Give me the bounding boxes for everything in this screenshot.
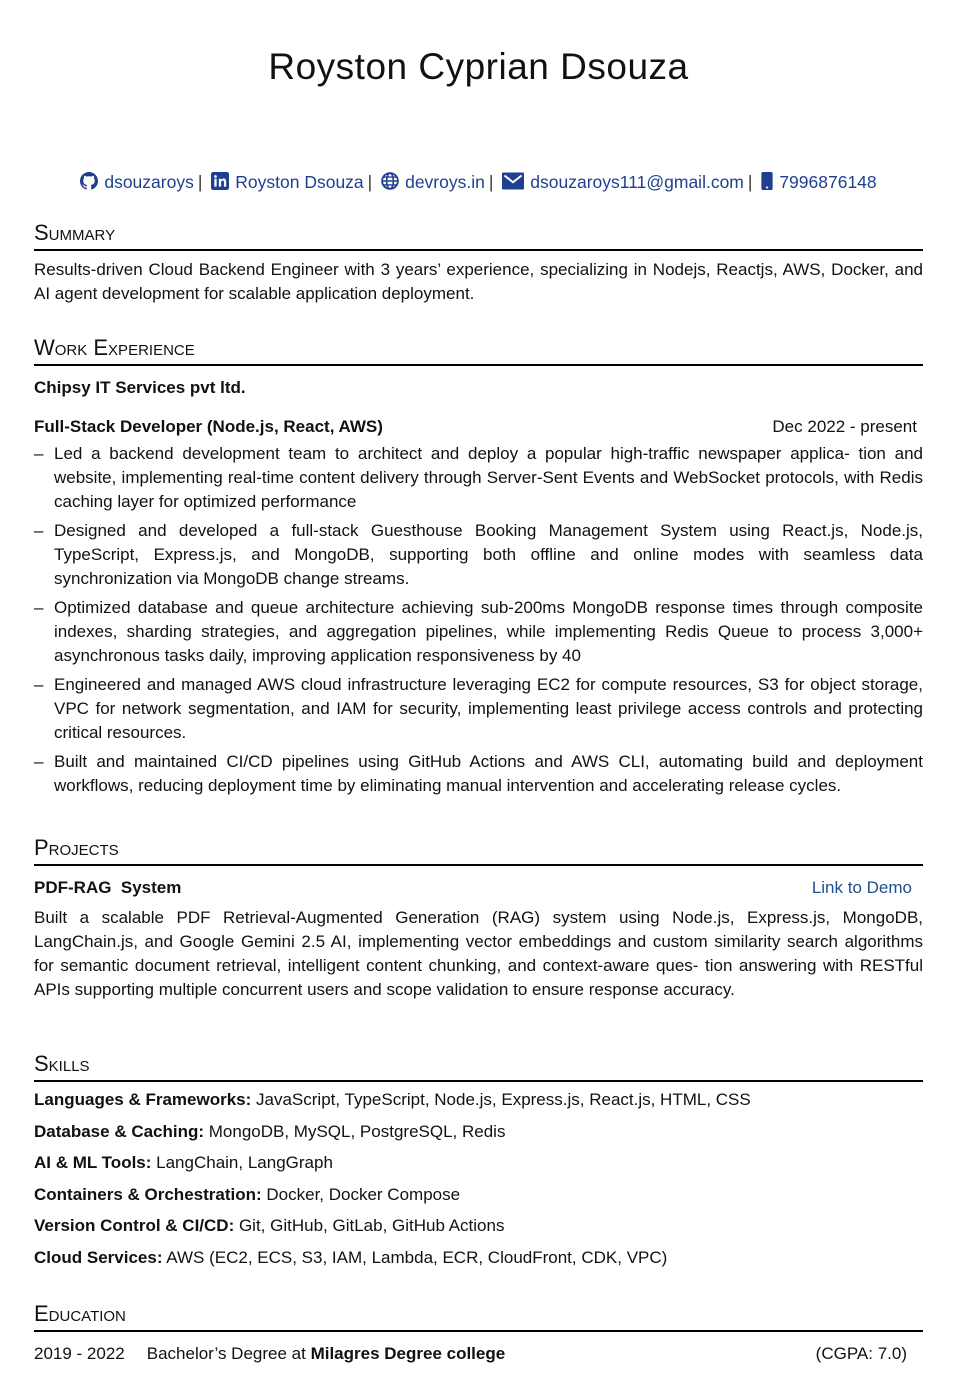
github-icon — [80, 172, 98, 190]
skill-label: AI & ML Tools: — [34, 1153, 152, 1172]
skill-value: MongoDB, MySQL, PostgreSQL, Redis — [204, 1121, 506, 1141]
contact-website[interactable] — [381, 172, 485, 192]
list-item: – Built and maintained CI/CD pipelines using GitHub Actions and AWS CLI, automating build and deployment workflows, reducing deployment time by eliminating manual intervention and accelerating release cycles. — [34, 750, 923, 798]
job-dates: Dec 2022 - present — [772, 417, 917, 436]
summary-section — [34, 218, 923, 306]
list-item: – Led a backend development team to architect and deploy a popular high-traffic newspaper applica- tion and website, implementing real-time content delivery through Server-Sent Events and WebSocket protocols, with Redis caching layer for optimized performance — [34, 442, 923, 514]
job-role: Full-Stack Developer (Node.js, React, AWS) — [34, 417, 383, 436]
cgpa: (CGPA: 7.0) — [815, 1344, 907, 1363]
skill-label: Containers & Orchestration: — [34, 1184, 262, 1204]
list-item: – Engineered and managed AWS cloud infrastructure leveraging EC2 for compute resources, S3 for object storage, VPC for network segmentation, and IAM for security, implementing least privilege access controls and protecting critical resources. — [34, 673, 923, 745]
education-years: 2019 - 2022 — [34, 1344, 125, 1363]
contact-text: 7996876148 — [779, 172, 877, 192]
project-name: PDF-RAG System — [34, 878, 182, 897]
candidate-name: Royston Cyprian Dsouza — [268, 46, 689, 87]
contact-text: Royston Dsouza — [235, 172, 364, 192]
contact-text: dsouzaroys111@gmail.com — [530, 172, 744, 192]
skill-label: Version Control & CI/CD: — [34, 1216, 235, 1235]
skill-row — [34, 1210, 923, 1242]
skill-row — [34, 1147, 923, 1179]
summary-text: Results-driven Cloud Backend Engineer with 3 years’ experience, specializing in Nodejs, Reactjs, AWS, Docker, and AI agent development for scalable application deployment. — [34, 260, 923, 303]
skills-section — [34, 1049, 923, 1273]
skill-value: Docker, Docker Compose — [261, 1184, 461, 1204]
skills-list — [34, 1084, 923, 1273]
contact-github[interactable] — [80, 172, 194, 192]
linkedin-icon — [211, 172, 229, 190]
separator: | — [197, 172, 203, 192]
degree: Bachelor’s Degree at — [146, 1344, 311, 1363]
education-section — [34, 1299, 923, 1366]
skill-label: Database & Caching: — [34, 1121, 205, 1141]
skill-value: JavaScript, TypeScript, Node.js, Express.js, React.js, HTML, CSS — [251, 1090, 751, 1109]
skill-value: AWS (EC2, ECS, S3, IAM, Lambda, ECR, CloudFront, CDK, VPC) — [162, 1247, 668, 1267]
contact-linkedin[interactable] — [211, 172, 363, 192]
work-section — [34, 333, 923, 803]
list-item: – Designed and developed a full-stack Guesthouse Booking Management System using React.js, Node.js, TypeScript, Express.js, and MongoDB, supporting both offline and online modes with seamless data synchronization via MongoDB change streams. — [34, 519, 923, 591]
skill-label: Cloud Services: — [34, 1247, 163, 1267]
globe-icon — [381, 172, 399, 190]
section-heading: Projects — [34, 833, 923, 866]
section-heading: Work Experience — [34, 333, 923, 366]
section-heading: Education — [34, 1299, 923, 1332]
separator: | — [747, 172, 753, 192]
separator: | — [367, 172, 373, 192]
separator: | — [488, 172, 494, 192]
phone-icon — [761, 172, 773, 190]
contact-phone[interactable] — [761, 172, 876, 192]
skill-row — [34, 1116, 923, 1148]
envelope-icon — [502, 172, 524, 190]
projects-section — [34, 833, 923, 1002]
section-heading: Summary — [34, 218, 923, 251]
skill-label: Languages & Frameworks: — [34, 1090, 252, 1109]
skill-row — [34, 1084, 923, 1116]
company-name: Chipsy IT Services pvt ltd. — [34, 378, 246, 397]
skill-row — [34, 1179, 923, 1211]
skill-value: Git, GitHub, GitLab, GitHub Actions — [234, 1216, 505, 1235]
college-name: Milagres Degree college — [310, 1344, 506, 1363]
contact-text: dsouzaroys — [104, 172, 194, 192]
section-heading: Skills — [34, 1049, 923, 1082]
contact-bar — [34, 172, 923, 193]
skill-value: LangChain, LangGraph — [151, 1153, 333, 1172]
job-bullets — [34, 442, 923, 798]
list-item: – Optimized database and queue architecture achieving sub-200ms MongoDB response times through composite indexes, sharding strategies, and aggregation pipelines, while implementing Redis Queue to process 3,000+ asynchronous tasks daily, improving application responsiveness by 40 — [34, 596, 923, 668]
contact-email[interactable] — [502, 172, 744, 192]
skill-row — [34, 1242, 923, 1274]
demo-link[interactable]: Link to Demo — [811, 878, 912, 897]
project-description: Built a scalable PDF Retrieval-Augmented Generation (RAG) system using Node.js, Express.js, MongoDB, LangChain.js, and Google Gemini 2.5 AI, implementing vector embeddings and custom similarity search algorithms for semantic document retrieval, intelligent content chunking, and context-aware ques- tion answering with RESTful APIs supporting multiple concurrent users and scope validation to ensure response accuracy. — [34, 908, 923, 999]
contact-text: devroys.in — [405, 172, 485, 192]
